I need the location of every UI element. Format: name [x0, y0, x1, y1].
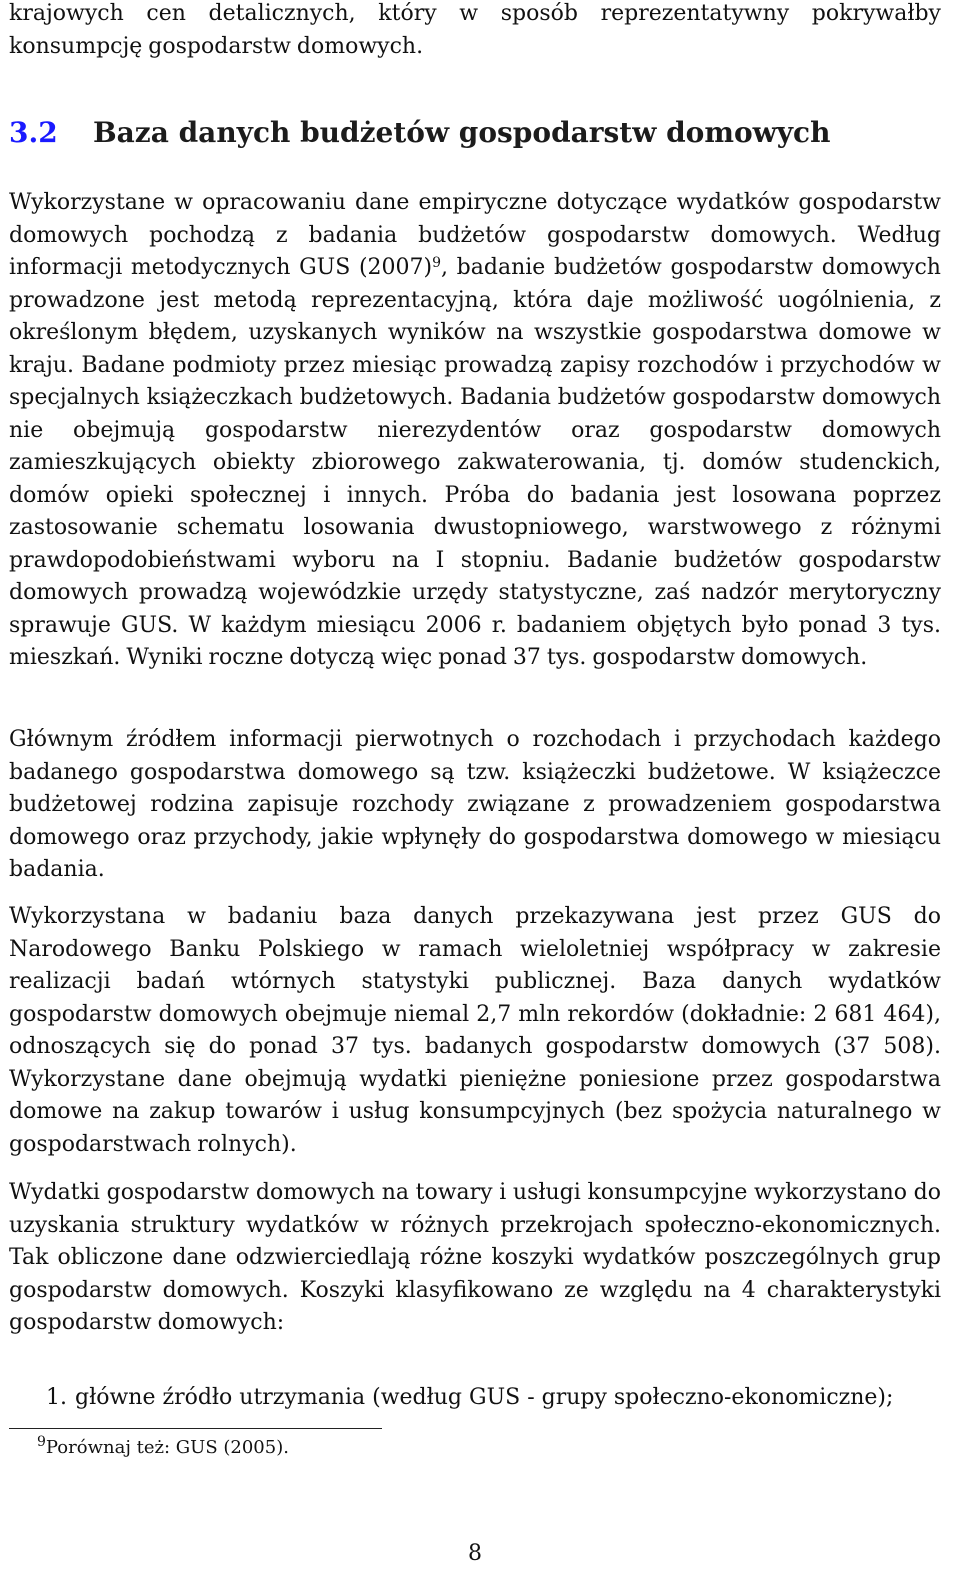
list-item-number: 1.: [46, 1385, 67, 1410]
page-number: 8: [468, 1541, 482, 1566]
list-item: [9, 1382, 941, 1414]
paragraph-database: Wykorzystana w badaniu baza danych przekazywana jest przez GUS do Narodowego Banku Polskiego w ramach wieloletniej współpracy w zakresie realizacji badań wtórnych statystyki publicznej. Baza danych wydatków gospodarstw domowych obejmuje niemal 2,7 mln rekordów (dokładnie: 2 681 464), odnoszących się do ponad 37 tys. badanych gospodarstw domowych (37 508). Wykorzystane dane obejmują wydatki pieniężne poniesione przez gospodarstwa domowe na zakup towarów i usług konsumpcyjnych (bez spożycia naturalnego w gospodarstwach rolnych).: [9, 904, 941, 1157]
footnote-reference-9[interactable]: 9: [432, 255, 442, 271]
paragraph-data-source-part-b: , badanie budżetów gospodarstw domowych prowadzone jest metodą reprezentacyjną, która daje możliwość uogólnienia, z określonym błędem, uzyskanych wyników na wszystkie gospodarstwa domowe w kraju. Badane podmioty przez miesiąc prowadzą zapisy rozchodów i przychodów w specjalnych książeczkach budżetowych. Badania budżetów gospodarstw domowych nie obejmują gospodarstw nierezydentów oraz gospodarstw domowych zamieszkujących obiekty zbiorowego zakwaterowania, tj. domów studenckich, domów opieki społecznej i innych. Próba do badania jest losowana poprzez zastosowanie schematu losowania dwustopniowego, warstwowego z różnymi prawdopodobieństwami wyboru na I stopniu. Badanie budżetów gospodarstw domowych prowadzą wojewódzkie urzędy statystyczne, zaś nadzór merytoryczny sprawuje GUS. W każdym miesiącu 2006 r. badaniem objętych było ponad 3 tys. mieszkań. Wyniki roczne dotyczą więc ponad 37 tys. gospodarstw domowych.: [9, 255, 941, 670]
section-heading: [9, 116, 941, 149]
footnote: [37, 1434, 289, 1462]
footnote-mark: 9: [37, 1434, 46, 1450]
paragraph-data-source: [9, 187, 941, 675]
section-number: 3.2: [9, 116, 58, 149]
intro-paragraph-fragment: krajowych cen detalicznych, który w sposób reprezentatywny pokrywałby konsumpcję gospodarstw domowych.: [9, 1, 941, 59]
numbered-list: [9, 1382, 941, 1414]
paragraph-budget-books: Głównym źródłem informacji pierwotnych o rozchodach i przychodach każdego badanego gospodarstwa domowego są tzw. książeczki budżetowe. W książeczce budżetowej rodzina zapisuje rozchody związane z prowadzeniem gospodarstwa domowego oraz przychody, jakie wpłynęły do gospodarstwa domowego w miesiącu badania.: [9, 727, 941, 882]
footnote-text: Porównaj też: GUS (2005).: [45, 1437, 289, 1458]
footnote-separator: [9, 1428, 382, 1429]
paragraph-data-source-part-a: Wykorzystane w opracowaniu dane empiryczne dotyczące wydatków gospodarstw domowych pochodzą z badania budżetów gospodarstw domowych. Według informacji metodycznych GUS (2007): [9, 190, 941, 280]
paragraph-expenditure-baskets: Wydatki gospodarstw domowych na towary i usługi konsumpcyjne wykorzystano do uzyskania struktury wydatków w różnych przekrojach społeczno-ekonomicznych. Tak obliczone dane odzwierciedlają różne koszyki wydatków poszczególnych grup gospodarstw domowych. Koszyki klasyfikowano ze względu na 4 charakterystyki gospodarstw domowych:: [9, 1180, 941, 1335]
list-item-text: główne źródło utrzymania (według GUS - grupy społeczno-ekonomiczne);: [75, 1385, 894, 1410]
section-title: Baza danych budżetów gospodarstw domowych: [93, 116, 831, 149]
